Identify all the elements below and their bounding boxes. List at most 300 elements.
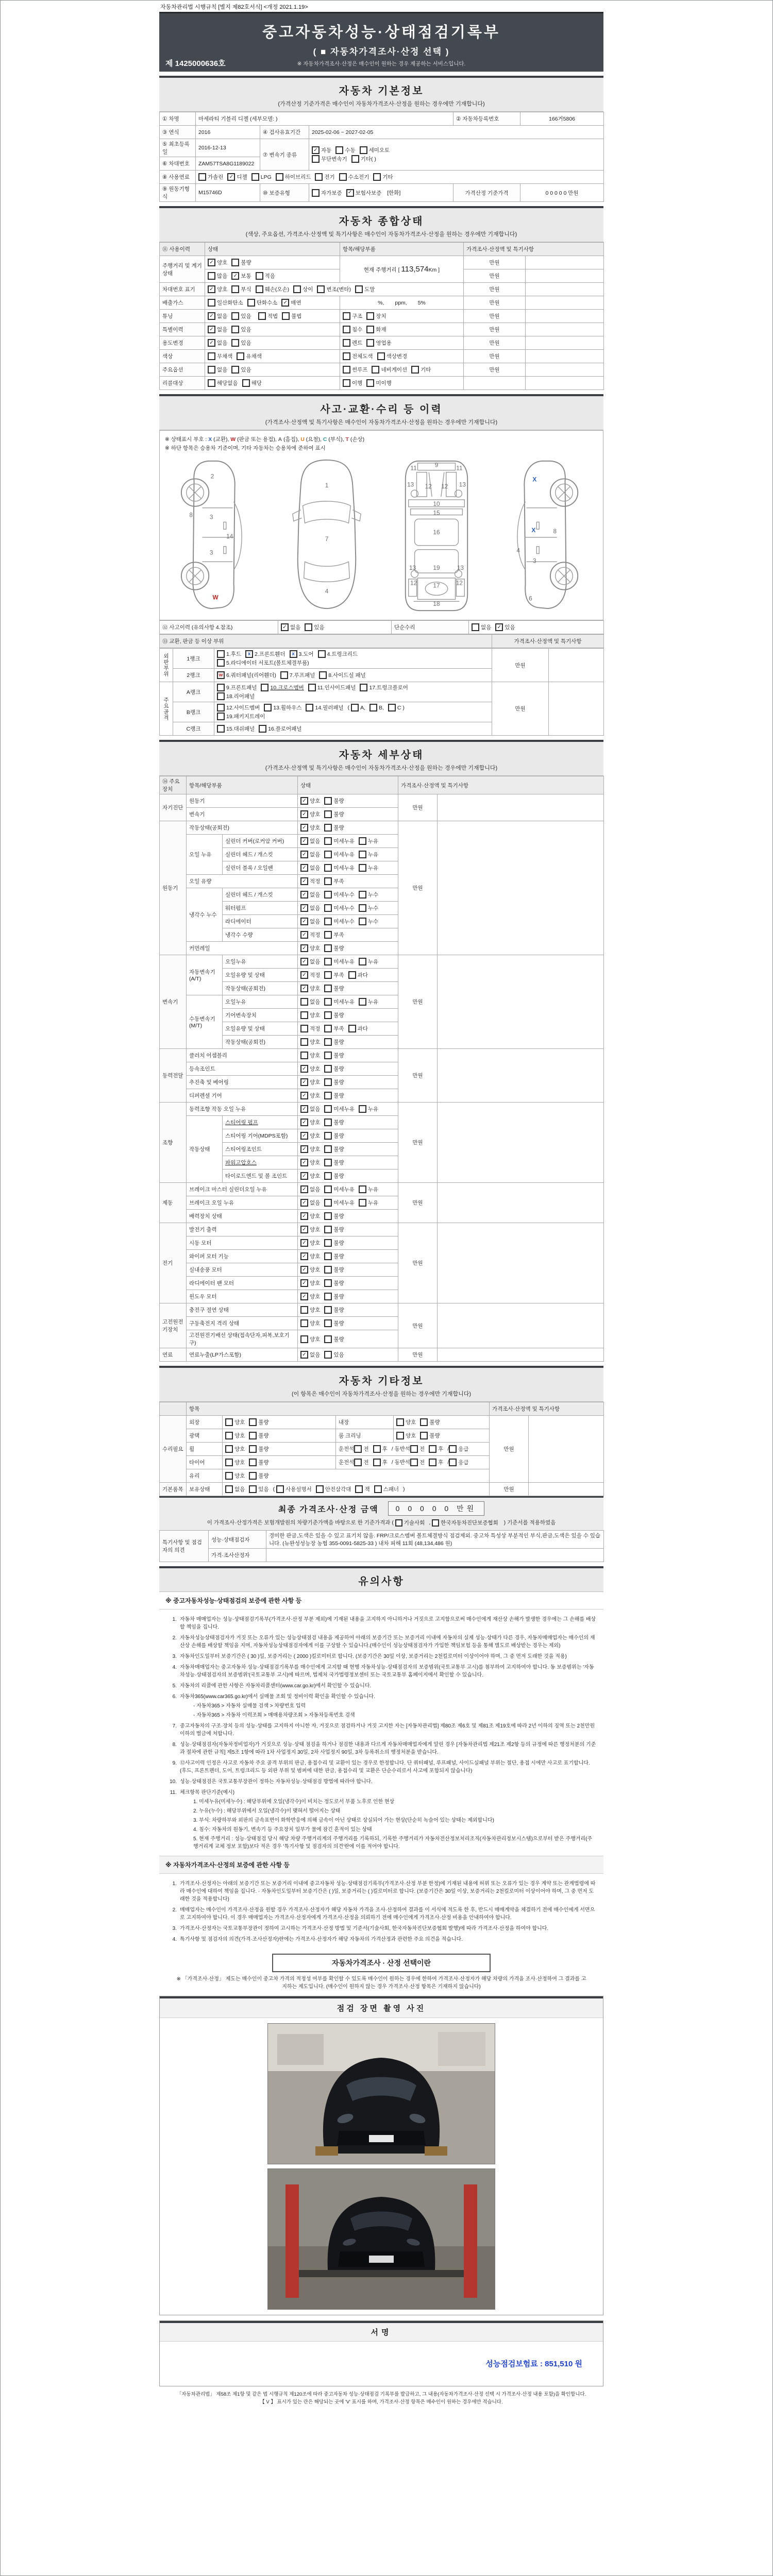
checkbox-무단변속기[interactable] — [312, 155, 347, 163]
checkbox-있음[interactable] — [231, 366, 251, 374]
checkbox-양호[interactable] — [300, 1335, 320, 1343]
checkbox-있음[interactable] — [249, 1485, 268, 1493]
checkbox-3.도어[interactable] — [290, 650, 314, 658]
checkbox-양호[interactable] — [208, 259, 227, 266]
checkbox-12.사이드멤버[interactable] — [217, 704, 260, 711]
checkbox-label: 16.플로어패널 — [268, 726, 302, 732]
checkbox-양호[interactable] — [300, 985, 320, 992]
checkbox-해당없음[interactable] — [208, 379, 238, 387]
checkbox-불량[interactable] — [420, 1432, 440, 1439]
checkbox-누유[interactable] — [359, 1199, 378, 1207]
form-cell — [438, 1103, 604, 1183]
checkbox-양호[interactable] — [300, 1239, 320, 1247]
car-diagram-top-frame — [388, 457, 485, 615]
checkbox-불량[interactable] — [324, 824, 344, 832]
checkbox-불량[interactable] — [324, 944, 344, 952]
checkbox-불량[interactable] — [324, 1319, 344, 1327]
checkbox-양호[interactable] — [300, 1038, 320, 1046]
checkbox-기타[interactable] — [411, 366, 431, 374]
checkbox-empty-icon — [231, 259, 239, 266]
form-cell — [438, 1049, 604, 1103]
checkbox-8.사이드실 패널[interactable] — [319, 671, 366, 679]
checkbox-B,[interactable] — [369, 704, 384, 711]
checkbox-과다[interactable] — [348, 971, 368, 979]
checkbox-누유[interactable] — [359, 864, 378, 872]
checkbox-label: 부족 — [333, 878, 344, 885]
text-fragment: (요철), — [304, 436, 323, 443]
checkbox-양호[interactable] — [300, 1212, 320, 1220]
checkbox-상이[interactable] — [293, 285, 313, 293]
checkbox-label: 양호 — [310, 945, 321, 952]
checkbox-없음[interactable] — [300, 891, 320, 899]
checkbox-일산화탄소[interactable] — [208, 299, 243, 307]
checkbox-없음[interactable] — [208, 339, 227, 347]
checkbox-미세누유[interactable] — [324, 837, 355, 845]
checkbox-label: 보험사보증 — [355, 190, 382, 196]
checkbox-label: 10.크로스멤버 — [270, 685, 304, 691]
checkbox-불량[interactable] — [324, 1279, 344, 1287]
checkbox-없음[interactable] — [281, 623, 300, 631]
checkbox-불량[interactable] — [324, 1252, 344, 1260]
checkbox-하이브리드[interactable] — [276, 173, 311, 181]
form-cell — [298, 1348, 398, 1362]
checkbox-양호[interactable] — [300, 1293, 320, 1300]
form-cell — [549, 649, 604, 682]
checkbox-불량[interactable] — [324, 1306, 344, 1314]
checkbox-empty-icon — [324, 1199, 332, 1207]
checkbox-6.쿼터패널(리어휀더)[interactable] — [217, 671, 276, 679]
checkbox-양호[interactable] — [300, 1052, 320, 1059]
checkbox-렌트[interactable] — [343, 339, 362, 347]
checkbox-양호[interactable] — [300, 1065, 320, 1073]
checkbox-전체도색[interactable] — [343, 352, 373, 360]
form-cell: 만원 — [398, 1223, 438, 1303]
checkbox-empty-icon — [324, 851, 332, 858]
checkbox-양호[interactable] — [300, 1252, 320, 1260]
checkbox-label: 미세누유 — [333, 1106, 355, 1112]
checkbox-가솔린[interactable] — [198, 173, 223, 181]
checkbox-empty-icon — [429, 1445, 436, 1453]
checkbox-전[interactable] — [410, 1445, 425, 1453]
checkbox-양호[interactable] — [300, 1118, 320, 1126]
checkbox-후[interactable] — [373, 1445, 388, 1453]
checkbox-양호[interactable] — [300, 1319, 320, 1327]
checkbox-불량[interactable] — [324, 985, 344, 992]
checkbox-자동[interactable] — [312, 146, 331, 154]
checkbox-9.프론트패널[interactable] — [217, 684, 257, 691]
checkbox-양호[interactable] — [300, 1145, 320, 1153]
checkbox-label: 양호 — [310, 1240, 321, 1246]
checkbox-구조[interactable] — [343, 312, 362, 320]
checkbox-불량[interactable] — [324, 1239, 344, 1247]
checkbox-11.인사이드패널[interactable] — [308, 684, 356, 691]
checkbox-2.프론트휀더[interactable] — [245, 650, 285, 658]
form-cell — [205, 269, 340, 283]
checkbox-불량[interactable] — [324, 1078, 344, 1086]
checkbox-불량[interactable] — [324, 1092, 344, 1099]
detail-title: 자동차 세부상태 — [339, 750, 424, 761]
checkbox-누유[interactable] — [359, 958, 378, 965]
checkbox-없음[interactable] — [300, 1185, 320, 1193]
checkbox-없음[interactable] — [300, 851, 320, 858]
checkbox-없음[interactable] — [208, 312, 227, 320]
checkbox-불량[interactable] — [324, 1212, 344, 1220]
checkbox-label: 없음 — [310, 1200, 321, 1206]
checkbox-없음[interactable] — [300, 1105, 320, 1113]
checkbox-디젤[interactable] — [227, 173, 247, 181]
checkbox-양호[interactable] — [225, 1445, 245, 1453]
form-cell — [438, 821, 604, 955]
checkbox-label: 양호 — [234, 1446, 245, 1452]
checkbox-미세누유[interactable] — [324, 958, 355, 965]
checkbox-label: 누수 — [367, 905, 379, 911]
checkbox-label: 미세누유 — [333, 852, 355, 858]
checkbox-불량[interactable] — [249, 1445, 268, 1453]
checkbox-불량[interactable] — [324, 1226, 344, 1233]
checkbox-변조(변타)[interactable] — [317, 285, 351, 293]
checkbox-checked-icon: ✓ — [300, 1239, 308, 1247]
form-cell: ④ 검사유효기간 — [260, 126, 309, 139]
opinions-table-grid — [159, 1530, 604, 1562]
checkbox-checked-icon: ✓ — [312, 146, 320, 154]
checkbox-label: 없음 — [310, 1352, 321, 1358]
checkbox-label: 해당 — [251, 380, 262, 386]
checkbox-checked-icon: ✓ — [300, 931, 308, 939]
checkbox-불량[interactable] — [324, 797, 344, 805]
checkbox-안전삼각대[interactable] — [316, 1485, 351, 1493]
checkbox-수소전기[interactable] — [339, 173, 369, 181]
checkbox-불량[interactable] — [249, 1472, 268, 1480]
checkbox-후[interactable] — [373, 1459, 388, 1466]
checkbox-LPG[interactable] — [251, 173, 272, 181]
checkbox-적정[interactable] — [300, 877, 320, 885]
checkbox-양호[interactable] — [225, 1459, 245, 1466]
checkbox-label: 불량 — [333, 1146, 344, 1153]
checkbox-부족[interactable] — [324, 877, 344, 885]
checkbox-label: 전 — [363, 1460, 369, 1466]
checkbox-영업용[interactable] — [366, 339, 391, 347]
checkbox-스패너[interactable] — [374, 1485, 399, 1493]
checkbox-없음[interactable] — [300, 918, 320, 925]
checkbox-양호[interactable] — [300, 1078, 320, 1086]
checkbox-보통[interactable] — [231, 272, 251, 280]
checkbox-네비게이션[interactable] — [372, 366, 407, 374]
checkbox-empty-icon — [305, 623, 312, 631]
checkbox-없음[interactable] — [472, 623, 491, 631]
checkbox-checked-icon: ✓ — [300, 864, 308, 872]
signature-area[interactable] — [160, 2342, 603, 2386]
checkbox-없음[interactable] — [208, 326, 227, 333]
checkbox-양호[interactable] — [300, 944, 320, 952]
checkbox-누수[interactable] — [359, 904, 378, 912]
checkbox-미세누유[interactable] — [324, 851, 355, 858]
checkbox-불량[interactable] — [324, 1145, 344, 1153]
page-footer — [159, 2391, 603, 2406]
checkbox-응급[interactable] — [449, 1459, 468, 1466]
checkbox-양호[interactable] — [225, 1418, 245, 1426]
diagram-label-12: 12 — [456, 579, 463, 587]
checkbox-불량[interactable] — [249, 1459, 268, 1466]
checkbox-있음[interactable] — [231, 339, 251, 347]
checkbox-장치[interactable] — [366, 312, 386, 320]
checkbox-적정[interactable] — [300, 971, 320, 979]
notice-item: 3. 자동차인도일부터 보증기간은 ( 30 )일, 보증거리는 ( 2000 )킬로미터로 합니다. (보증기간은 30일 이상, 보증거리는 2천킬로미터 이상이어야 하며, 그 중 먼저 도래한 것을 적용) — [172, 1654, 567, 1659]
checkbox-empty-icon — [231, 285, 239, 293]
checkbox-미세누유[interactable] — [324, 998, 355, 1006]
checkbox-checked-icon: ✓ — [300, 918, 308, 925]
checkbox-양호[interactable] — [300, 1159, 320, 1166]
checkbox-불량[interactable] — [231, 259, 251, 266]
checkbox-양호[interactable] — [225, 1472, 245, 1480]
price-appraisal-note: ※ 자동차가격조사·산정은 매수인이 원하는 경우 제공하는 서비스입니다. — [297, 61, 466, 67]
checkbox-7.루프패널[interactable] — [280, 671, 315, 679]
checkbox-불법[interactable] — [282, 312, 301, 320]
checkbox-없음[interactable] — [225, 1485, 245, 1493]
checkbox-부족[interactable] — [324, 931, 344, 939]
checkbox-전[interactable] — [354, 1459, 368, 1466]
checkbox-16.플로어패널[interactable] — [259, 725, 301, 733]
checkbox-label: 과다 — [357, 1026, 368, 1032]
checkbox-유채색[interactable] — [237, 352, 261, 360]
checkbox-있음[interactable] — [231, 326, 251, 333]
checkbox-empty-icon — [359, 1199, 366, 1207]
form-cell: 가격조사·산정액 및 특기사항 — [490, 1402, 604, 1416]
checkbox-미세누수[interactable] — [324, 904, 355, 912]
form-cell — [298, 969, 398, 982]
checkbox-없음[interactable] — [300, 864, 320, 872]
checkbox-기타( )[interactable] — [351, 155, 376, 163]
checkbox-과다[interactable] — [348, 1025, 368, 1032]
checkbox-양호[interactable] — [225, 1432, 245, 1439]
form-cell: 튜닝 — [160, 310, 205, 323]
checkbox-checked-icon: ✓ — [208, 326, 215, 333]
checkbox-적음[interactable] — [256, 272, 275, 280]
checkbox-적정[interactable] — [300, 1025, 320, 1032]
checkbox-있음[interactable] — [231, 312, 251, 320]
checkbox-있음[interactable] — [305, 623, 324, 631]
checkbox-전기[interactable] — [315, 173, 334, 181]
checkbox-없음[interactable] — [300, 837, 320, 845]
checkbox-5.라디에이터 서포트(볼트체결부품)[interactable] — [217, 659, 309, 667]
checkbox-15.대쉬패널[interactable] — [217, 725, 255, 733]
checkbox-불량[interactable] — [249, 1432, 268, 1439]
checkbox-부족[interactable] — [324, 1025, 344, 1032]
form-cell: 실린더 헤드 / 개스킷 — [223, 848, 298, 861]
checkbox-불량[interactable] — [324, 1293, 344, 1300]
checkbox-없음[interactable] — [300, 958, 320, 965]
checkbox-없음[interactable] — [300, 1199, 320, 1207]
checkbox-누유[interactable] — [359, 851, 378, 858]
checkbox-불량[interactable] — [420, 1418, 440, 1426]
checkbox-기타[interactable] — [373, 173, 393, 181]
simple-repair-checks — [469, 621, 604, 634]
checkbox-세미오토[interactable] — [360, 146, 390, 154]
checkbox-양호[interactable] — [396, 1432, 416, 1439]
checkbox-양호[interactable] — [208, 285, 227, 293]
checkbox-있음[interactable] — [324, 1351, 344, 1359]
checkbox-해당[interactable] — [242, 379, 262, 387]
checkbox-checked-icon: ✓ — [300, 891, 308, 899]
checkbox-수동[interactable] — [335, 146, 355, 154]
checkbox-양호[interactable] — [300, 1226, 320, 1233]
checkbox-누수[interactable] — [359, 918, 378, 925]
checkbox-empty-icon — [217, 650, 225, 658]
checkbox-불량[interactable] — [324, 1266, 344, 1274]
checkbox-양호[interactable] — [300, 810, 320, 818]
checkbox-양호[interactable] — [300, 1172, 320, 1180]
checkbox-미세누수[interactable] — [324, 918, 355, 925]
checkbox-19.패키지트레이[interactable] — [217, 713, 265, 720]
checkbox-10.크로스멤버[interactable] — [261, 684, 304, 691]
checkbox-label: 불량 — [258, 1446, 269, 1452]
checkbox-부족[interactable] — [324, 971, 344, 979]
checkbox-label: 누유 — [367, 865, 379, 871]
diagram-label-12: 12 — [441, 483, 448, 490]
checkbox-양호[interactable] — [300, 824, 320, 832]
checkbox-label: 후 — [382, 1460, 388, 1466]
basic-info-table-grid — [159, 112, 604, 202]
checkbox-없음[interactable] — [208, 366, 227, 374]
checkbox-양호[interactable] — [300, 797, 320, 805]
checkbox-누유[interactable] — [359, 1185, 378, 1193]
checkbox-empty-icon — [324, 1105, 332, 1113]
checkbox-양호[interactable] — [300, 1306, 320, 1314]
checkbox-양호[interactable] — [300, 1092, 320, 1099]
checkbox-후[interactable] — [429, 1445, 443, 1453]
checkbox-적법[interactable] — [258, 312, 278, 320]
checkbox-불량[interactable] — [324, 1335, 344, 1343]
checkbox-무채색[interactable] — [208, 352, 232, 360]
checkbox-17.트렁크플로어[interactable] — [360, 684, 408, 691]
notice-list-performance — [159, 1609, 603, 1856]
checkbox-양호[interactable] — [300, 1279, 320, 1287]
form-cell: 라디에이터 — [223, 915, 298, 928]
checkbox-empty-icon — [225, 1432, 233, 1439]
checkbox-불량[interactable] — [324, 1065, 344, 1073]
form-cell — [298, 1317, 398, 1330]
checkbox-불량[interactable] — [324, 1132, 344, 1140]
checkbox-14.필러패널[interactable] — [306, 704, 343, 711]
checkbox-색상변경[interactable] — [377, 352, 408, 360]
checkbox-C )[interactable] — [388, 704, 405, 711]
checkbox-미이행[interactable] — [366, 379, 391, 387]
checkbox-화재[interactable] — [366, 326, 386, 333]
checkbox-미세누수[interactable] — [324, 891, 355, 899]
diagram-label-12: 12 — [410, 579, 417, 587]
checkbox-불량[interactable] — [324, 1118, 344, 1126]
checkbox-탄화수소[interactable] — [247, 299, 278, 307]
checkbox-후[interactable] — [429, 1459, 443, 1466]
checkbox-썬루프[interactable] — [343, 366, 367, 374]
checkbox-label: 6.쿼터패널(리어휀더) — [226, 672, 276, 679]
checkbox-불량[interactable] — [324, 1011, 344, 1019]
checkbox-불량[interactable] — [324, 810, 344, 818]
notice-head-performance: ※ 중고자동차성능·상태점검의 보증에 관한 사항 등 — [159, 1592, 603, 1609]
checkbox-label: 유채색 — [246, 353, 262, 360]
checkbox-자가보증[interactable] — [312, 189, 342, 197]
checkbox-4.트렁크리드[interactable] — [318, 650, 358, 658]
checkbox-없음[interactable] — [300, 998, 320, 1006]
checkbox-미세누유[interactable] — [324, 1199, 355, 1207]
checkbox-침수[interactable] — [343, 326, 362, 333]
checkbox-label: 양호 — [234, 1460, 245, 1466]
checkbox-18.리어패널[interactable] — [217, 692, 255, 700]
checkbox-1.후드[interactable] — [217, 650, 241, 658]
checkbox-있음[interactable] — [495, 623, 515, 631]
checkbox-사용설명서[interactable] — [276, 1485, 312, 1493]
checkbox-미세누유[interactable] — [324, 1185, 355, 1193]
insurance-fee-label: 성능점검보험료 : — [485, 2360, 543, 2368]
form-cell: 스티어링 기어(MDPS포함) — [223, 1129, 298, 1143]
checkbox-훼손(오손)[interactable] — [256, 285, 290, 293]
checkbox-누수[interactable] — [359, 891, 378, 899]
checkbox-양호[interactable] — [300, 1011, 320, 1019]
checkbox-보험사보증[interactable] — [346, 189, 382, 197]
checkbox-불량[interactable] — [324, 1159, 344, 1166]
checkbox-전[interactable] — [354, 1445, 368, 1453]
checkbox-미세누유[interactable] — [324, 864, 355, 872]
checkbox-많음[interactable] — [208, 272, 227, 280]
text-fragment: (손상) — [348, 436, 365, 443]
checkbox-기술사회[interactable] — [395, 1519, 425, 1527]
checkbox-누유[interactable] — [359, 998, 378, 1006]
checkbox-응급[interactable] — [449, 1445, 468, 1453]
checkbox-누유[interactable] — [359, 837, 378, 845]
checkbox-매연[interactable] — [281, 299, 301, 307]
checkbox-A,[interactable] — [351, 704, 365, 711]
checkbox-불량[interactable] — [324, 1052, 344, 1059]
form-cell: 윈도우 모터 — [187, 1290, 298, 1303]
checkbox-양호[interactable] — [300, 1266, 320, 1274]
checkbox-empty-icon — [355, 1485, 363, 1493]
checkbox-없음[interactable] — [300, 1351, 320, 1359]
checkbox-적정[interactable] — [300, 931, 320, 939]
checkbox-한국자동차진단보증협회[interactable] — [432, 1519, 498, 1527]
checkbox-양호[interactable] — [300, 1132, 320, 1140]
checkbox-label: 전 — [363, 1446, 369, 1452]
text-fragment: 현재 주행거리 [ — [363, 267, 401, 273]
overall-condition-table — [159, 242, 603, 390]
checkbox-미세누유[interactable] — [324, 1105, 355, 1113]
price-appraisal-select-note: ※ 「가격조사·산정」 제도는 매수인이 중고차 가격의 적정성 여부를 확인할 수 있도록 매수인이 원하는 경우에 한하여 가격조사·산정자가 해당 차량의 가격을 조사·산정하여 그 결과를 고지하는 제도입니다. (매수인이 원하지 않는 경우 가격조사·산정 항목은 기재하지 않습니다) — [176, 1976, 586, 1990]
form-cell: 만원 — [490, 1416, 529, 1483]
checkbox-13.휠하우스[interactable] — [264, 704, 301, 711]
form-cell — [205, 323, 340, 336]
form-cell — [298, 1116, 398, 1129]
form-cell: 디퍼렌셜 기어 — [187, 1089, 298, 1103]
checkbox-전[interactable] — [410, 1459, 425, 1466]
checkbox-불량[interactable] — [324, 1038, 344, 1046]
checkbox-empty-icon — [324, 1226, 332, 1233]
form-cell: 만원 — [398, 1049, 438, 1103]
form-cell: 변속기 — [160, 955, 187, 1049]
checkbox-이행[interactable] — [343, 379, 362, 387]
checkbox-잭[interactable] — [355, 1485, 369, 1493]
checkbox-label: 미세누수 — [333, 905, 355, 911]
checkbox-empty-icon — [249, 1418, 257, 1426]
checkbox-도말[interactable] — [355, 285, 375, 293]
checkbox-양호[interactable] — [396, 1418, 416, 1426]
checkbox-누유[interactable] — [359, 1105, 378, 1113]
checkbox-부식[interactable] — [231, 285, 251, 293]
diagram-label-10: 10 — [432, 500, 440, 507]
checkbox-불량[interactable] — [249, 1418, 268, 1426]
checkbox-없음[interactable] — [300, 904, 320, 912]
form-cell — [438, 955, 604, 1049]
diagram-label-17: 17 — [432, 582, 440, 589]
checkbox-empty-icon — [217, 704, 225, 711]
checkbox-불량[interactable] — [324, 1172, 344, 1180]
